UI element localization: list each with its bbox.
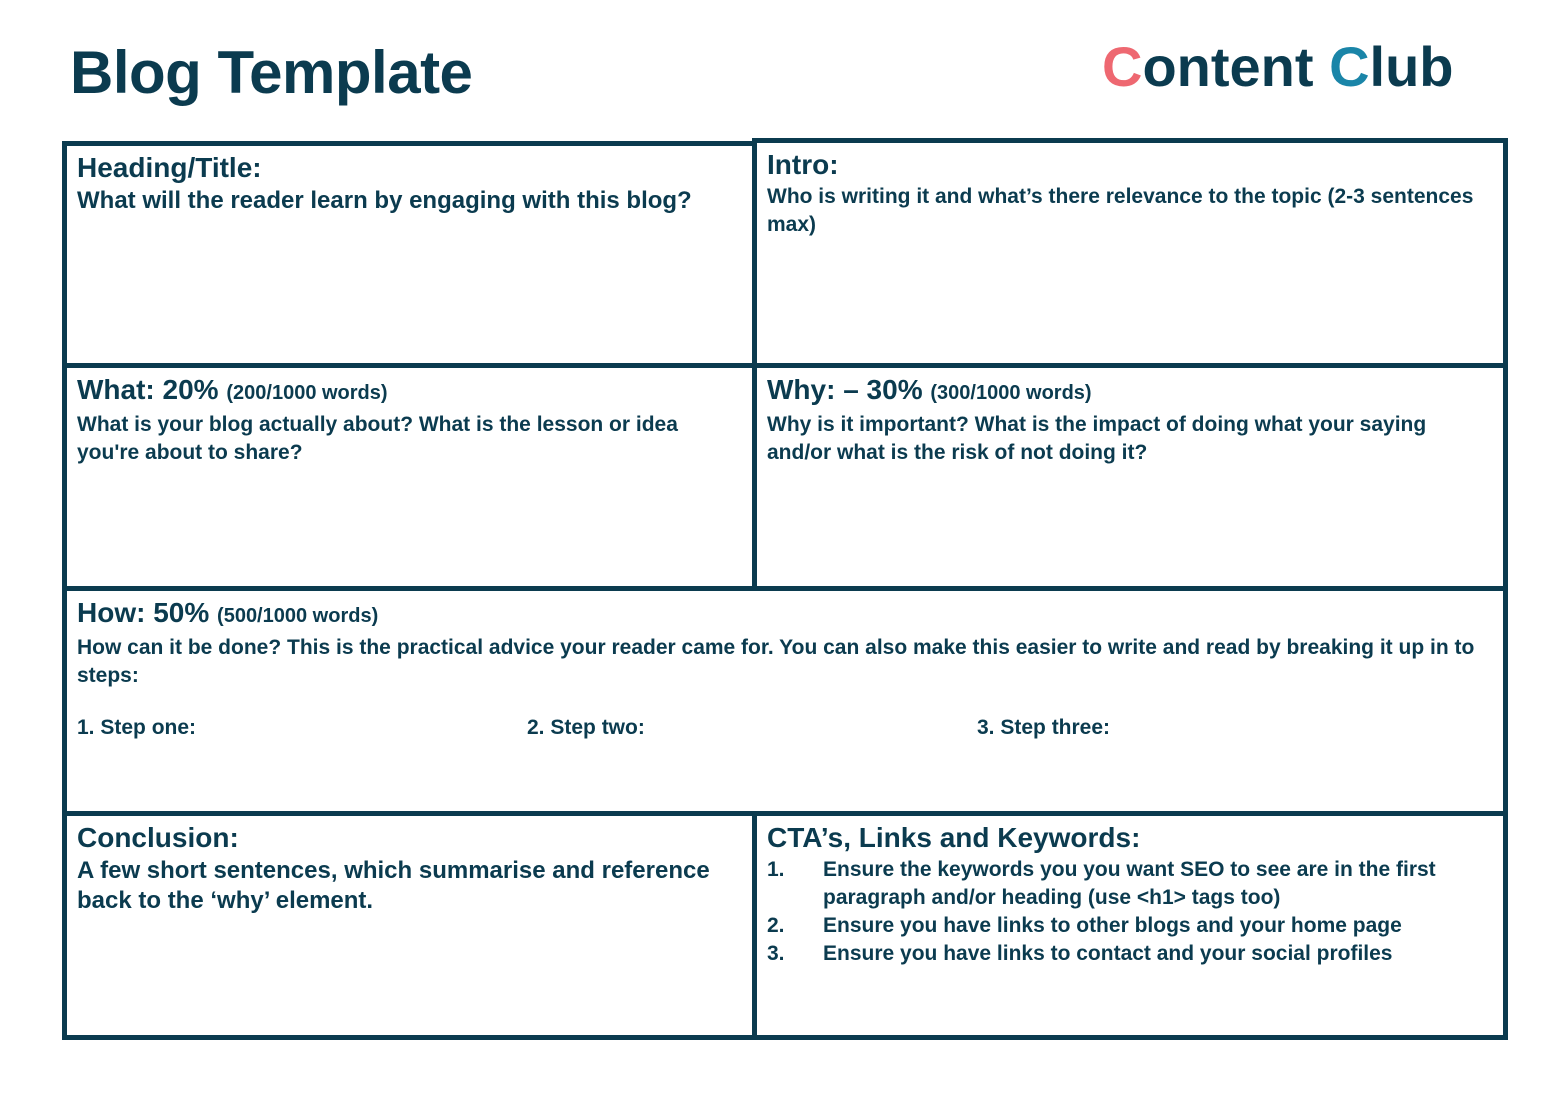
how-section-prompt: How can it be done? This is the practical advice your reader came for. You can also make this easier to write and read by breaking it up in to steps: [77,636,1475,687]
list-item-text: Ensure you have links to contact and your social profiles [823,942,1393,965]
cta-section[interactable] [752,811,1508,1040]
list-item-number: 2. [767,914,785,937]
list-item [767,912,1493,940]
step-two-label: 2. Step two: [527,716,645,739]
how-section-title: How: 50% [77,597,210,628]
intro-section[interactable] [752,138,1508,368]
why-section-header [767,374,1493,409]
page-title: Blog Template [70,39,473,106]
logo-initial-coral: C [1102,35,1143,98]
why-section-prompt: Why is it important? What is the impact of doing what your saying and/or what is the risk of not doing it? [767,413,1427,464]
conclusion-section-prompt: A few short sentences, which summarise and reference back to the ‘why’ element. [77,857,710,914]
why-section[interactable] [752,363,1508,591]
heading-section[interactable] [62,141,757,368]
step-three-label: 3. Step three: [977,716,1111,739]
list-item [767,856,1493,912]
what-section[interactable] [62,363,757,591]
why-section-word-count: (300/1000 words) [930,382,1092,404]
conclusion-section[interactable] [62,811,757,1040]
list-item-text: Ensure the keywords you you want SEO to see are in the first paragraph and/or heading (use <h1> tags too) [823,858,1436,909]
list-item-text: Ensure you have links to other blogs and your home page [823,914,1402,937]
intro-section-title: Intro: [767,149,839,180]
why-section-title: Why: – 30% [767,374,923,405]
what-section-word-count: (200/1000 words) [226,382,388,404]
list-item-number: 3. [767,942,785,965]
cta-section-title: CTA’s, Links and Keywords: [767,822,1141,853]
content-club-logo [1102,34,1454,99]
list-item-number: 1. [767,858,785,881]
how-section-header [77,597,1493,632]
heading-section-title: Heading/Title: [77,152,262,183]
logo-text-2: lub [1369,35,1454,98]
logo-initial-teal: C [1329,35,1370,98]
step-one-label: 1. Step one: [77,716,197,739]
heading-section-prompt: What will the reader learn by engaging with this blog? [77,187,692,214]
intro-section-prompt: Who is writing it and what’s there relevance to the topic (2-3 sentences max) [767,185,1474,236]
logo-text-1: ontent [1142,35,1330,98]
cta-list [767,856,1493,968]
conclusion-section-title: Conclusion: [77,822,239,853]
list-item [767,940,1493,968]
steps-row [77,716,1493,756]
how-section[interactable] [62,586,1508,816]
how-section-word-count: (500/1000 words) [217,605,379,627]
what-section-prompt: What is your blog actually about? What is the lesson or idea you're about to share? [77,413,678,464]
what-section-title: What: 20% [77,374,219,405]
what-section-header [77,374,742,409]
